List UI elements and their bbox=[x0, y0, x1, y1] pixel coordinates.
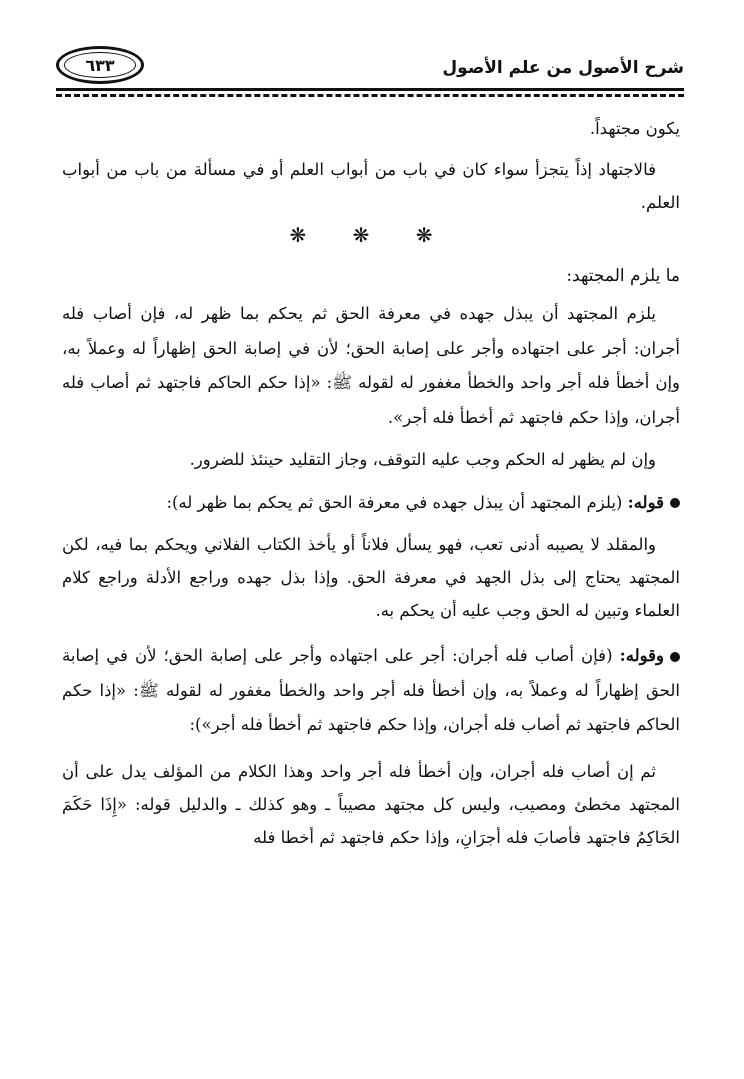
commentary-label: وقوله: bbox=[619, 646, 664, 665]
paragraph: يكون مجتهداً. bbox=[589, 119, 680, 138]
paragraph: وإن لم يظهر له الحكم وجب عليه التوقف، وجاز التقليد حينئذ للضرور. bbox=[189, 450, 656, 469]
page-number: ٦٣٣ bbox=[64, 52, 136, 78]
header-rule bbox=[56, 88, 684, 91]
quoted-text: (يلزم المجتهد أن يبذل جهده في معرفة الحق ثم يحكم بما ظهر له): bbox=[166, 492, 623, 512]
bullet-icon bbox=[670, 652, 680, 662]
section-heading: ما يلزم المجتهد: bbox=[566, 266, 680, 286]
quoted-text: (فإن أصاب فله أجران: أجر على اجتهاده وأجر على إصابة الحق؛ لأن في إصابة الحق إظهاراً له وعملاً به، وإن أخطأ فله أجر واحد والخطأ مغفور له لقوله ﷺ: «إذا حكم الحاكم فاجتهد ثم أصاب فله أجران، وإذا حكم فاجتهد ثم أخطأ فله أجر»): bbox=[62, 646, 680, 734]
commentary-item bbox=[62, 486, 680, 521]
bullet-icon bbox=[670, 498, 680, 508]
paragraph: فالاجتهاد إذاً يتجزأ سواء كان في باب من أبواب العلم أو في مسألة من باب من أبواب العلم. bbox=[62, 160, 680, 212]
section-separator: ❋ ❋ ❋ bbox=[289, 223, 453, 247]
running-title: شرح الأصول من علم الأصول bbox=[442, 58, 684, 78]
paragraph: يلزم المجتهد أن يبذل جهده في معرفة الحق ثم يحكم بما ظهر له، فإن أصاب فله أجران: أجر على اجتهاده وأجر على إصابة الحق؛ لأن في إصابة الحق إظهاراً له وعملاً به، وإن أخطأ فله أجر واحد والخطأ مغفور له لقوله ﷺ: «إذا حكم الحاكم فاجتهد ثم أصاب فله أجران، وإذا حكم فاجتهد ثم أخطأ فله أجر». bbox=[62, 304, 681, 427]
paragraph: ثم إن أصاب فله أجران، وإن أخطأ فله أجر واحد وهذا الكلام من المؤلف يدل على أن المجتهد مخطئ ومصيب، وليس كل مجتهد مصيباً ـ وهو كذلك ـ والدليل قوله: «إِذَا حَكَمَ الحَاكِمُ فاجتهد فأصابَ فله أجرَانِ، وإذا حكم فاجتهد ثم أخطا فله bbox=[62, 761, 680, 847]
page-number-badge bbox=[56, 46, 144, 84]
page-body bbox=[62, 112, 680, 854]
paragraph: والمقلد لا يصيبه أدنى تعب، فهو يسأل فلاناً أو يأخذ الكتاب الفلاني ويحكم بما فيه، لكن المجتهد يحتاج إلى بذل الجهد في معرفة الحق. وإذا بذل جهده وراجع الأدلة وراجع كلام العلماء وتبين له الحق وجب عليه أن يحكم به. bbox=[62, 535, 680, 620]
page-header bbox=[56, 46, 684, 90]
commentary-item bbox=[62, 639, 680, 743]
header-dashed-rule bbox=[56, 94, 684, 97]
commentary-label: قوله: bbox=[627, 492, 664, 512]
